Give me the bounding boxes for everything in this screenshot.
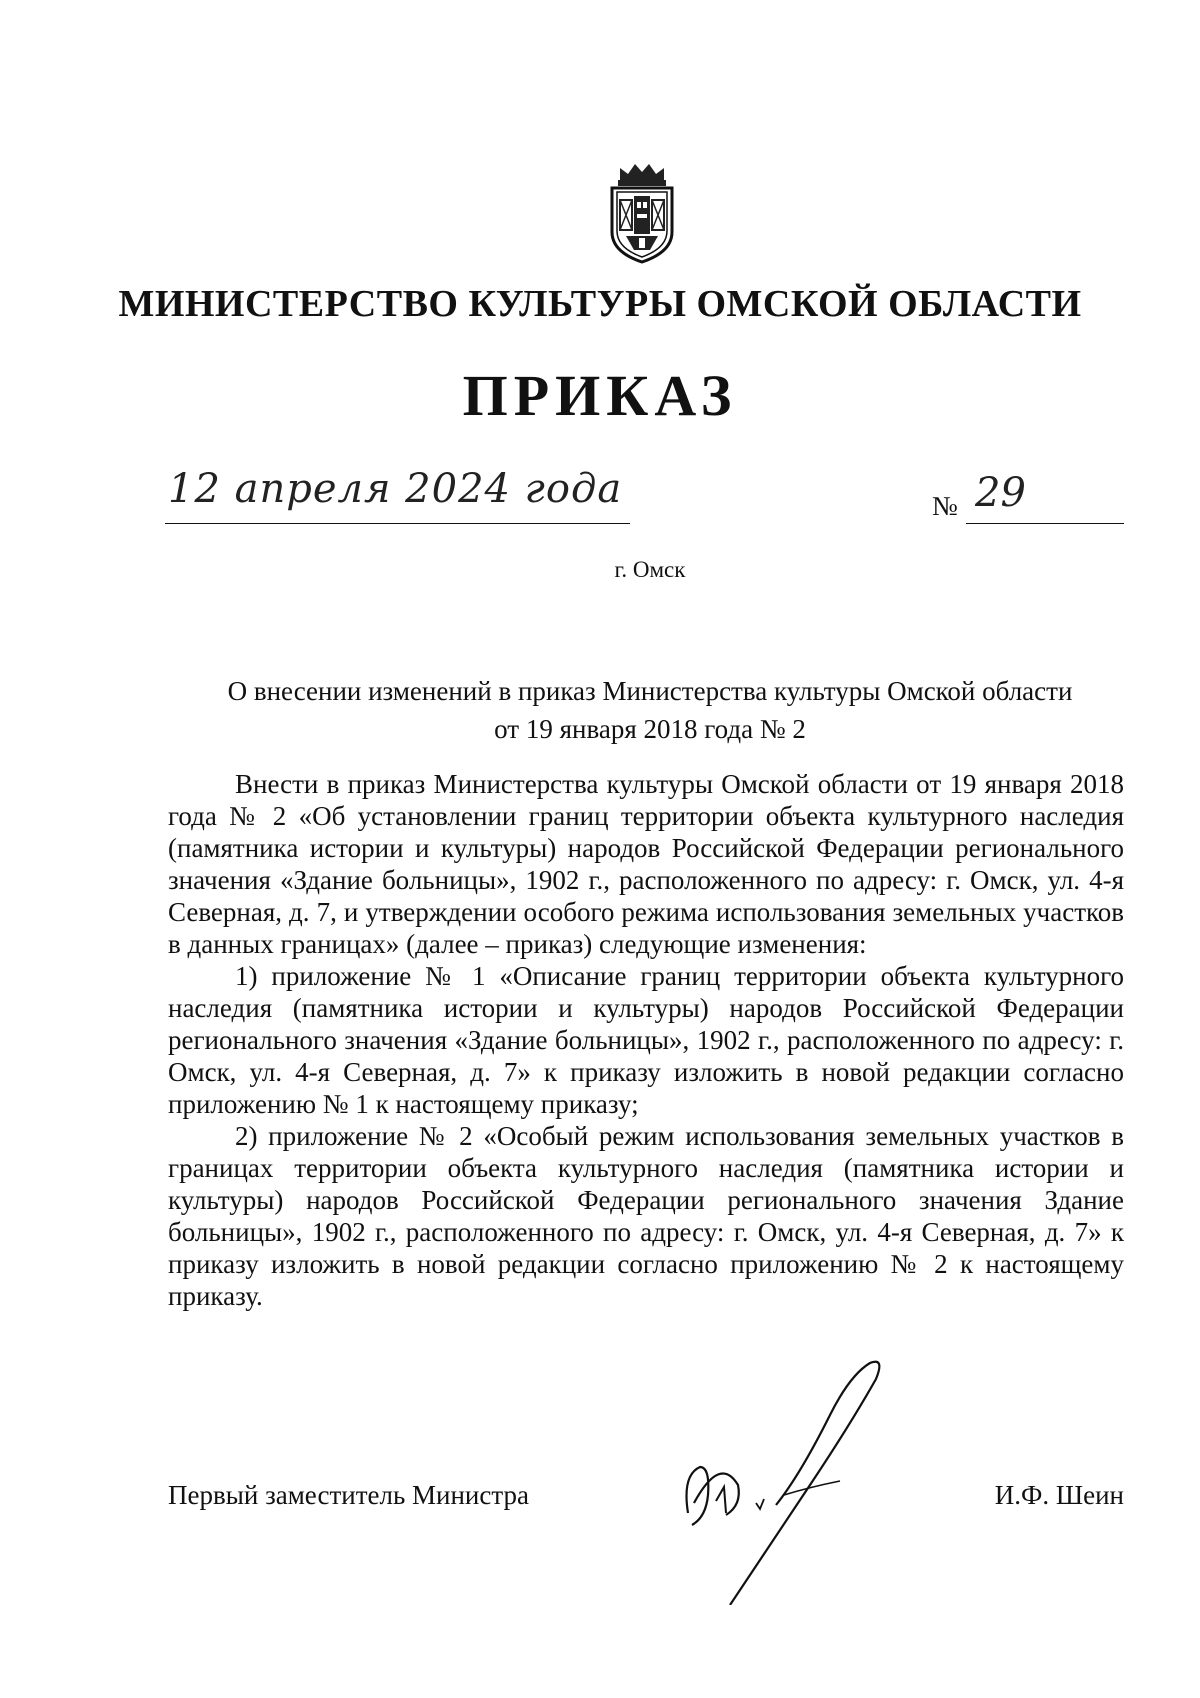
signer-name: И.Ф. Шеин <box>994 1480 1124 1510</box>
order-date: 12 апреля 2024 года <box>168 466 623 512</box>
subject-line-2: от 19 января 2018 года № 2 <box>494 714 806 744</box>
body-paragraph: 1) приложение № 1 «Описание границ территории объекта культурного наследия (памятника истории и культуры) народов Российской Федерации регионального значения «Здание больницы», 1902 г., расположенного по адресу: г. Омск, ул. 4-я Северная, д. 7» к приказу изложить в новой редакции согласно приложению № 1 к настоящему приказу; <box>168 961 1124 1119</box>
number-label: № <box>932 491 958 521</box>
subject-line-1: О внесении изменений в приказ Министерства культуры Омской области <box>227 676 1073 706</box>
coat-of-arms-icon <box>606 160 678 265</box>
city: г. Омск <box>614 557 686 582</box>
signature-image <box>680 1355 910 1605</box>
ministry-name: МИНИСТЕРСТВО КУЛЬТУРЫ ОМСКОЙ ОБЛАСТИ <box>118 283 1082 325</box>
body-paragraph: 2) приложение № 2 «Особый режим использования земельных участков в границах территории объекта культурного наследия (памятника истории и культуры) народов Российской Федерации регионального значения Здание больницы», 1902 г., расположенного по адресу: г. Омск, ул. 4-я Северная, д. 7» к приказу изложить в новой редакции согласно приложению № 2 к настоящему приказу. <box>168 1121 1124 1311</box>
document-type: ПРИКАЗ <box>462 363 738 428</box>
body-paragraph: Внести в приказ Министерства культуры Омской области от 19 января 2018 года № 2 «Об установлении границ территории объекта культурного наследия (памятника истории и культуры) народов Российской Федерации регионального значения «Здание больницы», 1902 г., расположенного по адресу: г. Омск, ул. 4-я Северная, д. 7, и утверждении особого режима использования земельных участков в данных границах» (далее – приказ) следующие изменения: <box>168 769 1124 959</box>
signer-title: Первый заместитель Министра <box>168 1480 529 1510</box>
order-subject <box>150 672 1150 748</box>
order-number: 29 <box>975 470 1026 516</box>
order-body <box>168 768 1124 1312</box>
